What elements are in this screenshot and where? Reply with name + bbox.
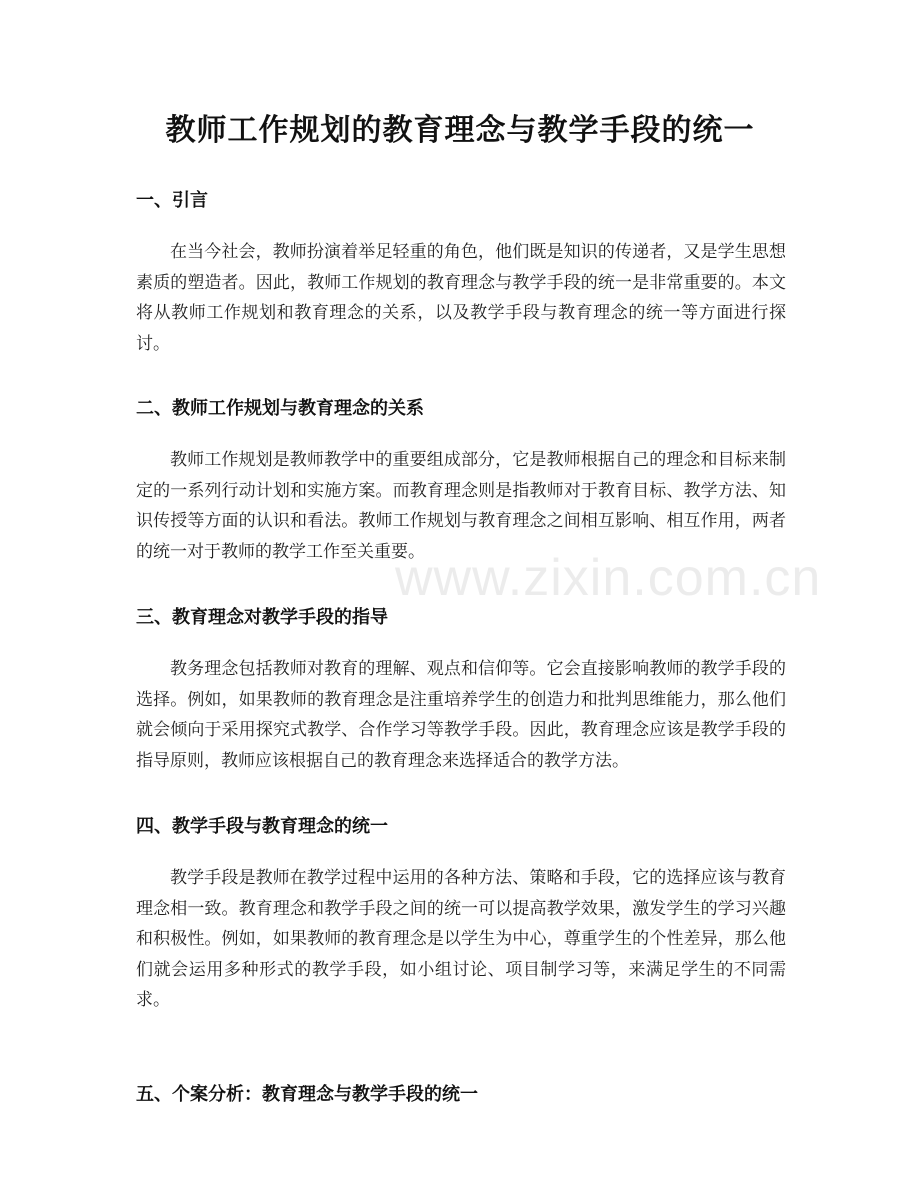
section-heading: 二、教师工作规划与教育理念的关系: [136, 398, 424, 419]
section-philosophy-guides-methods: [136, 605, 786, 776]
document-title: 教师工作规划的教育理念与教学手段的统一: [165, 113, 755, 148]
section-paragraph: 教学手段是教师在教学过程中运用的各种方法、策略和手段，它的选择应该与教育理念相一致。教育理念和教学手段之间的统一可以提高教学效果，激发学生的学习兴趣和积极性。例如，如果教师的教育理念是以学生为中心，尊重学生的个性差异，那么他们就会运用多种形式的教学手段，如小组讨论、项目制学习等，来满足学生的不同需求。: [136, 868, 786, 1010]
watermark: www.zixin.com.cn: [395, 549, 822, 607]
section-planning-and-philosophy: [136, 396, 786, 567]
section-heading: 四、教学手段与教育理念的统一: [136, 816, 388, 837]
section-paragraph: 教师工作规划是教师教学中的重要组成部分，它是教师根据自己的理念和目标来制定的一系列行动计划和实施方案。而教育理念则是指教师对于教育目标、教学方法、知识传授等方面的认识和看法。教师工作规划与教育理念之间相互影响、相互作用，两者的统一对于教师的教学工作至关重要。: [136, 450, 786, 562]
section-heading: 三、教育理念对教学手段的指导: [136, 607, 388, 628]
section-paragraph: 教务理念包括教师对教育的理解、观点和信仰等。它会直接影响教师的教学手段的选择。例如，如果教师的教育理念是注重培养学生的创造力和批判思维能力，那么他们就会倾向于采用探究式教学、合作学习等教学手段。因此，教育理念应该是教学手段的指导原则，教师应该根据自己的教育理念来选择适合的教学方法。: [136, 659, 786, 771]
section-heading: 一、引言: [136, 190, 208, 211]
section-heading: 五、个案分析：教育理念与教学手段的统一: [136, 1084, 478, 1105]
section-paragraph: 在当今社会，教师扮演着举足轻重的角色，他们既是知识的传递者，又是学生思想素质的塑造者。因此，教师工作规划的教育理念与教学手段的统一是非常重要的。本文将从教师工作规划和教育理念的关系，以及教学手段与教育理念的统一等方面进行探讨。: [136, 242, 786, 354]
section-case-analysis: [136, 1082, 786, 1108]
section-methods-and-philosophy-unity: [136, 814, 786, 1016]
section-introduction: [136, 188, 786, 359]
